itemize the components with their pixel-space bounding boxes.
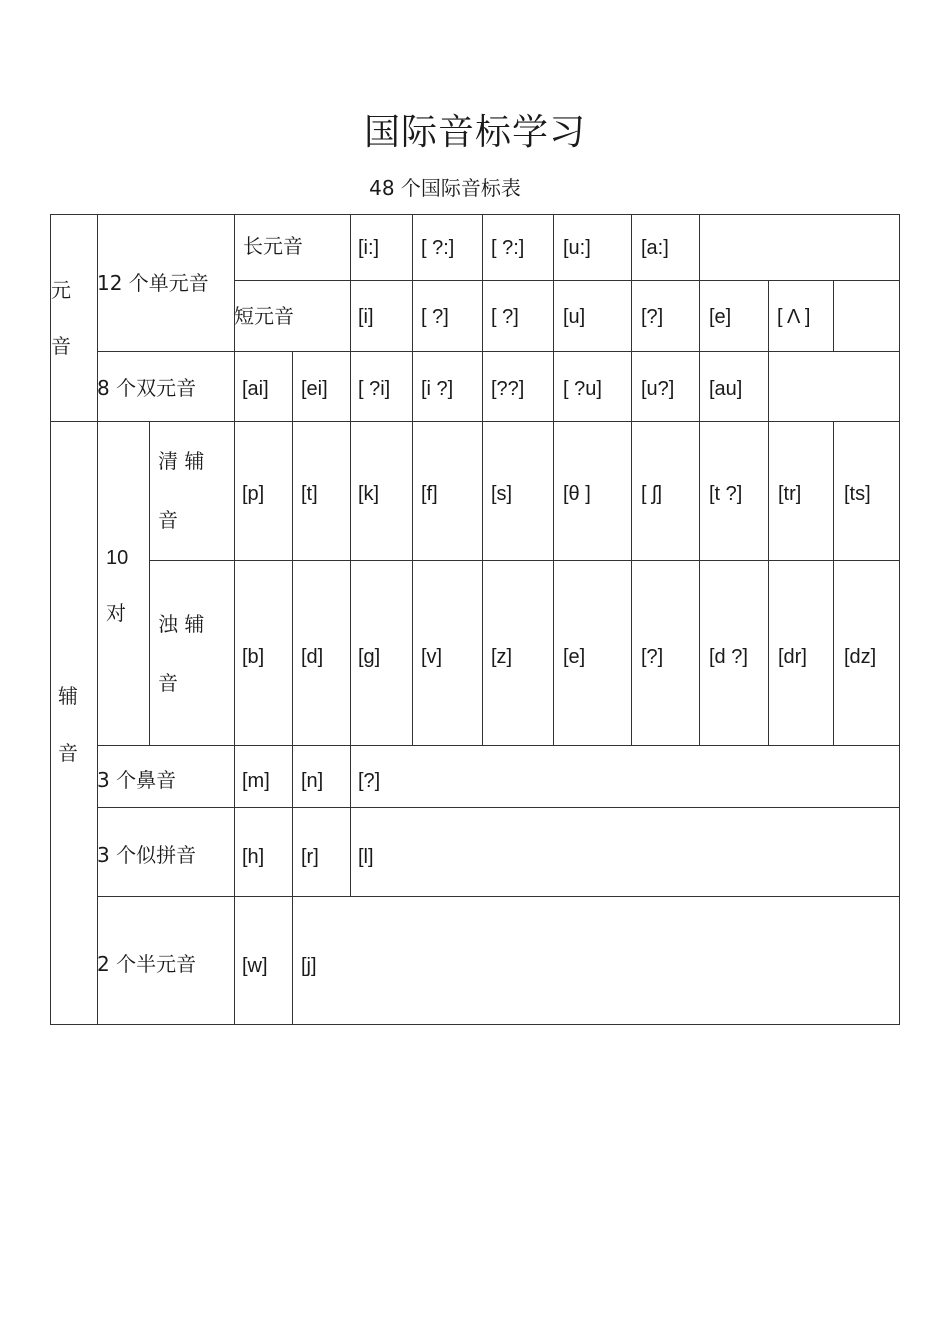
grid-line [97,351,900,352]
short-vowel-cell: [e] [709,306,732,328]
diphthong-cell: [i ?] [421,378,454,400]
voiceless-cell: [k] [358,483,380,505]
grid-line [97,745,900,746]
long-vowel-cell: [i:] [358,237,380,259]
pairs-label: 对 [106,601,126,625]
voiced-cell: [b] [242,646,265,668]
short-vowel-cell: [ Λ ] [777,306,811,328]
long-vowel-cell: [a:] [641,237,669,259]
voiced-cell: [g] [358,646,381,668]
voiced-label: 浊 辅 [158,612,205,636]
semivowels-label: 2 个半元音 [97,952,197,976]
short-vowel-cell: [u] [563,306,586,328]
voiceless-cell: [ts] [844,483,871,505]
grid-line [97,896,900,897]
monophthongs-label: 12 个单元音 [97,271,209,295]
short-vowels-label: 短元音 [234,304,294,328]
consonants-label: 辅 [58,684,78,708]
nasal-cell: [m] [242,770,270,792]
diphthongs-label: 8 个双元音 [97,376,197,400]
consonants-label: 音 [58,741,78,765]
nasal-cell: [n] [301,770,324,792]
nasal-cell: [?] [358,770,381,792]
diphthong-cell: [??] [491,378,525,400]
voiceless-cell: [t ?] [709,483,743,505]
long-vowel-cell: [ ?:] [421,237,455,259]
table-border-right [899,214,900,1025]
semivowel-cell: [w] [242,955,268,977]
table-border-bottom [50,1024,900,1025]
long-vowel-cell: [u:] [563,237,591,259]
liquids-label: 3 个似拼音 [97,843,197,867]
diphthong-cell: [ei] [301,378,328,400]
voiced-label: 音 [158,671,178,695]
diphthong-cell: [u?] [641,378,675,400]
grid-line [350,421,351,897]
table-border-top [50,214,900,215]
liquid-cell: [h] [242,846,265,868]
diphthong-cell: [ ?i] [358,378,391,400]
grid-line [292,351,293,1025]
grid-line [768,280,769,422]
voiced-cell: [d] [301,646,324,668]
voiced-cell: [dz] [844,646,877,668]
voiceless-cell: [θ ] [563,483,591,505]
voiced-cell: [d ?] [709,646,748,668]
voiceless-cell: [s] [491,483,513,505]
short-vowel-cell: [ ?] [421,306,449,328]
grid-line [350,214,351,422]
short-vowel-cell: [?] [641,306,664,328]
voiced-cell: [e] [563,646,586,668]
voiceless-cell: [t] [301,483,318,505]
voiced-cell: [v] [421,646,443,668]
grid-line [149,421,150,746]
nasals-label: 3 个鼻音 [97,768,177,792]
voiced-cell: [z] [491,646,513,668]
grid-line [768,421,769,746]
voiceless-label: 清 辅 [158,449,205,473]
grid-line [50,421,900,422]
diphthong-cell: [au] [709,378,743,400]
table-caption: 48 个国际音标表 [369,176,521,200]
grid-line [97,807,900,808]
diphthong-cell: [ai] [242,378,269,400]
grid-line [699,214,700,746]
grid-line [149,560,900,561]
grid-line [234,214,235,1025]
voiceless-cell: [p] [242,483,265,505]
pairs-label: 10 [106,547,129,569]
grid-line [97,214,98,1025]
page-title: 国际音标学习 [363,112,586,153]
grid-line [631,214,632,746]
grid-line [833,280,834,352]
grid-line [482,214,483,746]
vowels-label: 音 [51,334,71,358]
liquid-cell: [l] [358,846,374,868]
short-vowel-cell: [ ?] [491,306,519,328]
grid-line [553,214,554,746]
grid-line [234,280,900,281]
vowels-label: 元 [51,278,71,302]
voiced-cell: [?] [641,646,664,668]
voiceless-label: 音 [158,508,178,532]
grid-line [833,421,834,746]
voiceless-cell: [ ʃ] [641,483,663,505]
voiceless-cell: [tr] [778,483,802,505]
voiced-cell: [dr] [778,646,807,668]
voiceless-cell: [f] [421,483,438,505]
diphthong-cell: [ ?u] [563,378,602,400]
semivowel-cell: [j] [301,955,317,977]
liquid-cell: [r] [301,846,319,868]
long-vowel-cell: [ ?:] [491,237,525,259]
short-vowel-cell: [i] [358,306,374,328]
long-vowels-label: 长元音 [243,234,303,258]
grid-line [412,214,413,746]
